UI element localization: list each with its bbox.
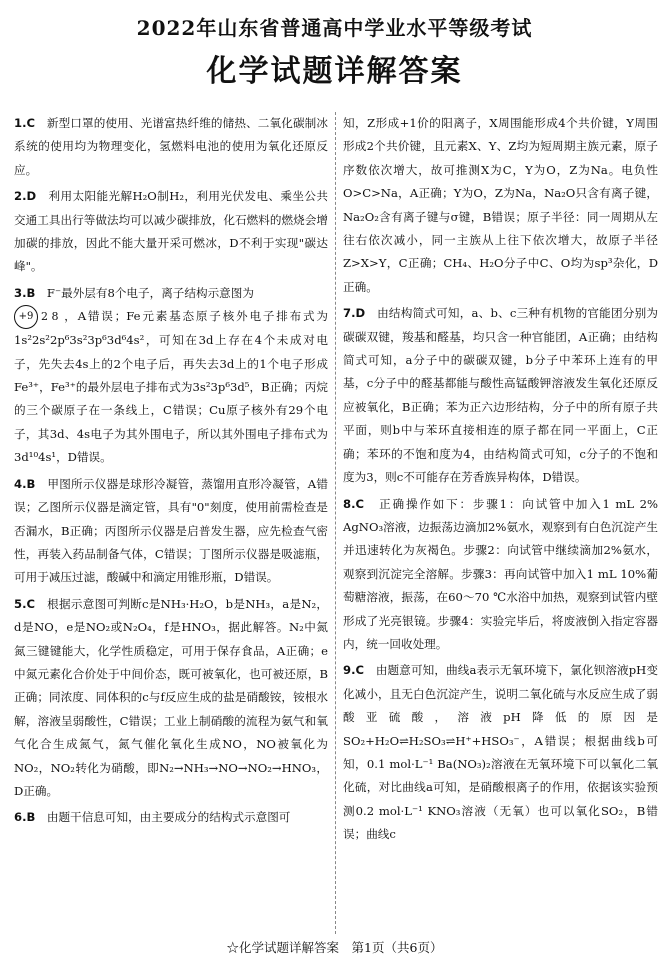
answer-item [14,112,328,182]
right-column [343,112,658,850]
answer-item [343,659,658,846]
answer-number: 2.D [14,189,37,204]
answer-item [14,185,328,279]
ion-nucleus-diagram: +9 [14,305,38,329]
answer-number: 4.B [14,476,36,491]
answer-item [14,593,328,804]
answer-text: F⁻最外层有8个电子，离子结构示意图为 [46,285,254,300]
answer-text: 由结构简式可知，a、b、c三种有机物的官能团分别为碳碳双键，羧基和醛基，均只含一种官能团，A正确；由结构简式可知，a分子中的碳碳双键，b分子中苯环上连有的甲基，c分子中的醛基都能与酸性高锰酸钾溶液发生氧化还原反应被氧化，B正确；苯为正六边形结构，分子中的所有原子共平面，则b中与苯环直接相连的原子都在同一平面上，C正确；苯环的不饱和度为4，由结构简式可知，c分子的不饱和度为3，则c不可能存在芳香族异构体，D错误。 [343,306,658,485]
answer-item [343,112,658,299]
answer-text: 由题干信息可知，由主要成分的结构式示意图可 [46,810,291,825]
answer-text: 知，Z形成+1价的阳离子，X周围能形成4个共价键，Y周围形成2个共价键，且元素X、Y、Z均为短周期主族元素，原子序数依次增大，故可推测X为C，Y为O，Z为Na。电负性O>C>Na，A正确；Y为O，Z为Na，Na₂O只含有离子键，Na₂O₂含有离子键与σ键，B错误；原子半径：同一周期从左往右依次减小，同一主族从上往下依次增大，故原子半径Z>X>Y，C正确；CH₄、H₂O分子中C、O均为sp³杂化，D正确。 [343,116,658,294]
answer-text: A错误；Fe元素基态原子核外电子排布式为1s²2s²2p⁶3s²3p⁶3d⁶4s²，可知在3d上存在4个未成对电子，先失去4s上的2个电子后，再失去3d上的1个电子形成Fe³⁺，Fe³⁺的最外层电子排布式为3s²3p⁶3d⁵，B正确；丙烷的三个碳原子在一条线上，C错误；Cu原子核外有29个电子，其3d、4s电子为其外围电子，所以其外围电子排布式为3d¹⁰4s¹，D错误。 [14,309,328,465]
answer-text: 正确操作如下：步骤1：向试管中加入1 mL 2% AgNO₃溶液，边振荡边滴加2%氨水，观察到有白色沉淀产生并迅速转化为灰褐色。步骤2：向试管中继续滴加2%氨水，观察到沉淀完全溶解。步骤3：再向试管中加入1 mL 10%葡萄糖溶液，振荡，在60～70 ℃水浴中加热，观察到试管内壁形成了光亮银镜。步骤4：实验完毕后，将废液倒入指定容器内，统一回收处理。 [343,496,658,651]
answer-number: 5.C [14,596,35,611]
doc-title: 化学试题详解答案 [206,54,463,89]
answer-item [343,493,658,657]
answer-text: 新型口罩的使用、光谱富热纤维的储热、二氧化碳制冰系统的使用均为物理变化，氢燃料电池的使用为氧化还原反应。 [14,116,328,177]
answer-number: 8.C [343,496,364,511]
answer-number: 7.D [343,306,366,321]
page-footer: ☆化学试题详解答案 第1页（共6页） [226,940,443,955]
answer-item [14,473,328,590]
answer-text: 由题意可知，曲线a表示无氧环境下，氯化钡溶液pH变化减小，且无白色沉淀产生，说明二氧化硫与水反应生成了弱酸亚硫酸，溶液pH降低的原因是SO₂+H₂O⇌H₂SO₃⇌H⁺+HSO₃⁻，A错误；根据曲线b可知，0.1 mol·L⁻¹ Ba(NO₃)₂溶液在无氧环境下可以氧化二氧化硫，对比曲线a可知，是硝酸根离子的作用，依据该实验预测0.2 mol·L⁻¹ KNO₃溶液（无氧）也可以氧化SO₂，B错误；曲线c [343,663,658,842]
answer-item [14,806,328,829]
answer-text: 利用太阳能光解H₂O制H₂，利用光伏发电、乘坐公共交通工具出行等做法均可以减少碳排放，化石燃料的燃烧会增加碳的排放，因此不能大量开采可燃冰，D不利于实现"碳达峰"。 [14,189,328,274]
answer-text: 根据示意图可判断c是NH₃·H₂O，b是NH₃，a是N₂，d是NO，e是NO₂或N₂O₄，f是HNO₃，据此解答。N₂中氮氮三键键能大，化学性质稳定，可用于保存食品，A正确；e中氮元素化合价处于中间价态，既可被氧化，也可被还原，B正确；同浓度、同体积的c与f反应生成的盐是硝酸铵，铵根水解，溶液呈弱酸性，C错误；工业上制硝酸的流程为氨气和氧气化合生成氮气，氮气催化氧化生成NO，NO被氧化为NO₂，NO₂转化为硝酸，即N₂→NH₃→NO→NO₂→HNO₃，D正确。 [14,596,328,798]
answer-number: 9.C [343,663,364,678]
answer-item [343,302,658,489]
answer-text: 甲图所示仪器是球形冷凝管，蒸馏用直形冷凝管，A错误；乙图所示仪器是滴定管，具有"0"刻度，使用前需检查是否漏水，B正确；丙图所示仪器是启普发生器，应先检查气密性，再装入药品制备气体，C错误；丁图所示仪器是吸滤瓶，可用于减压过滤，酸碱中和滴定用锥形瓶，D错误。 [14,476,328,585]
electron-shells: 2 8 [41,310,59,324]
answer-item: +9 2 8 ，A错误；Fe元素基态原子核外电子排布式为1s²2s²2p⁶3s²3p⁶3d⁶4s²，可知在3d上存在4个未成对电子，先失去4s上的2个电子后，再失去3d上的1个电子形成Fe³⁺，Fe³⁺的最外层电子排布式为3s²3p⁶3d⁵，B正确；丙烷的三个碳原子在一条线上，C错误；Cu原子核外有29个电子，其3d、4s电子为其外围电子，所以其外围电子排布式为3d¹⁰4s¹，D错误。 [14,305,328,469]
answer-item [14,282,328,305]
exam-title: 2022年山东省普通高中学业水平等级考试 [136,16,533,40]
column-divider [335,112,336,934]
answer-number: 1.C [14,116,35,130]
left-column [14,112,328,833]
answer-number: 3.B [14,285,36,300]
answer-number: 6.B [14,810,36,825]
